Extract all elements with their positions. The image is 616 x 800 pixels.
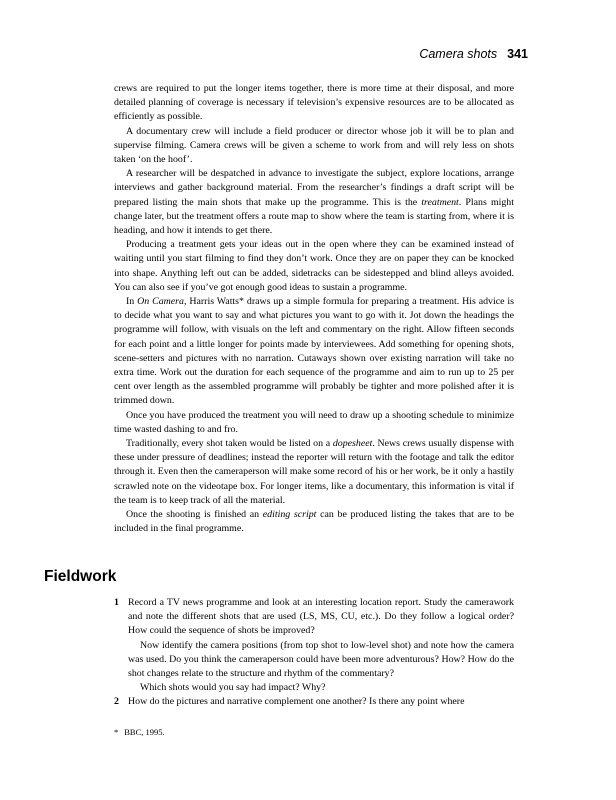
item-number: 2 (114, 696, 119, 708)
book-title-on-camera: On Camera (137, 296, 184, 308)
running-head-title: Camera shots (419, 47, 498, 61)
item-number: 1 (114, 597, 119, 608)
footnote-mark: * (114, 727, 119, 737)
item-text: How do the pictures and narrative complement one another? Is there any point where (128, 696, 465, 708)
section-heading-fieldwork: Fieldwork (44, 568, 117, 585)
body-text (114, 82, 514, 537)
paragraph: In On Camera, Harris Watts* draws up a simple formula for preparing a treatment. His advice is to decide what you want to say and what pictures you want to go with it. Jot down the headings the programme will follow, with visuals on the left and commentary on the right. Allow fifteen seconds for each point and a little longer for points made by interviewees. Add something for opening shots, scene-setters and pictures with no narration. Cutaways shown over existing narration will take no extra time. Work out the duration for each sequence of the programme and aim to run up to 25 per cent over length as the assembled programme will probably be tighter and more polished after it is trimmed down. (114, 296, 514, 407)
term-editing-script: editing script (262, 509, 317, 521)
footnote (114, 727, 165, 737)
term-treatment: treatment (421, 196, 459, 208)
paragraph: Producing a treatment gets your ideas out in the open where they can be examined instead of waiting until you start filming to find they don’t work. Once they are on paper they can be knocked into shape. Anything left out can be added, sidetracks can be sidestepped and blind alleys avoided. You can also see if you’ve got enough good ideas to sustain a programme. (114, 239, 514, 293)
paragraph: Traditionally, every shot taken would be listed on a dopesheet. News crews usually dispense with these under pressure of deadlines; instead the reporter will return with the footage and talk the editor through it. Even then the cameraperson will make some record of his or her work, be it only a hastily scrawled note on the videotape box. For longer items, like a documentary, this information is vital if the team is to keep track of all the material. (114, 438, 514, 506)
paragraph: crews are required to put the longer items together, there is more time at their disposal, and more detailed planning of coverage is necessary if television’s expensive resources are to be allocated as efficiently as possible. (114, 83, 514, 123)
running-head (419, 47, 528, 61)
footnote-text: BBC, 1995. (124, 727, 165, 737)
term-dopesheet: dopesheet (332, 438, 373, 450)
paragraph: Once you have produced the treatment you will need to draw up a shooting schedule to minimize time wasted dashing to and fro. (114, 409, 514, 435)
paragraph: A documentary crew will include a field producer or director whose job it will be to plan and supervise filming. Camera crews will be given a scheme to work from and will rely less on shots taken ‘on the hoof’. (114, 125, 514, 166)
paragraph: A researcher will be despatched in advance to investigate the subject, explore locations, arrange interviews and gather background material. From the researcher’s findings a draft script will be prepared listing the main shots that make up the programme. This is the treatment. Plans might change later, but the treatment offers a route map to show where the team is starting from, where it is heading, and how it intends to get there. (114, 168, 514, 237)
item-text: Now identify the camera positions (from top shot to low-level shot) and note how the camera was used. Do you think the cameraperson could have been more adventurous? How? How do the shot changes relate to the structure and rhythm of the commentary? (128, 639, 514, 680)
paragraph: Once the shooting is finished an editing script can be produced listing the takes that are to be included in the final programme. (114, 509, 515, 535)
page-number: 341 (507, 47, 528, 61)
fieldwork-item (114, 596, 514, 695)
item-text: Record a TV news programme and look at an interesting location report. Study the camerawork and note the different shots that are used (LS, MS, CU, etc.). Do they follow a logical order? How could the sequence of shots be improved? (128, 597, 514, 637)
fieldwork-list (114, 596, 514, 710)
item-text: Which shots would you say had impact? Why? (140, 682, 326, 694)
fieldwork-item (114, 695, 514, 709)
